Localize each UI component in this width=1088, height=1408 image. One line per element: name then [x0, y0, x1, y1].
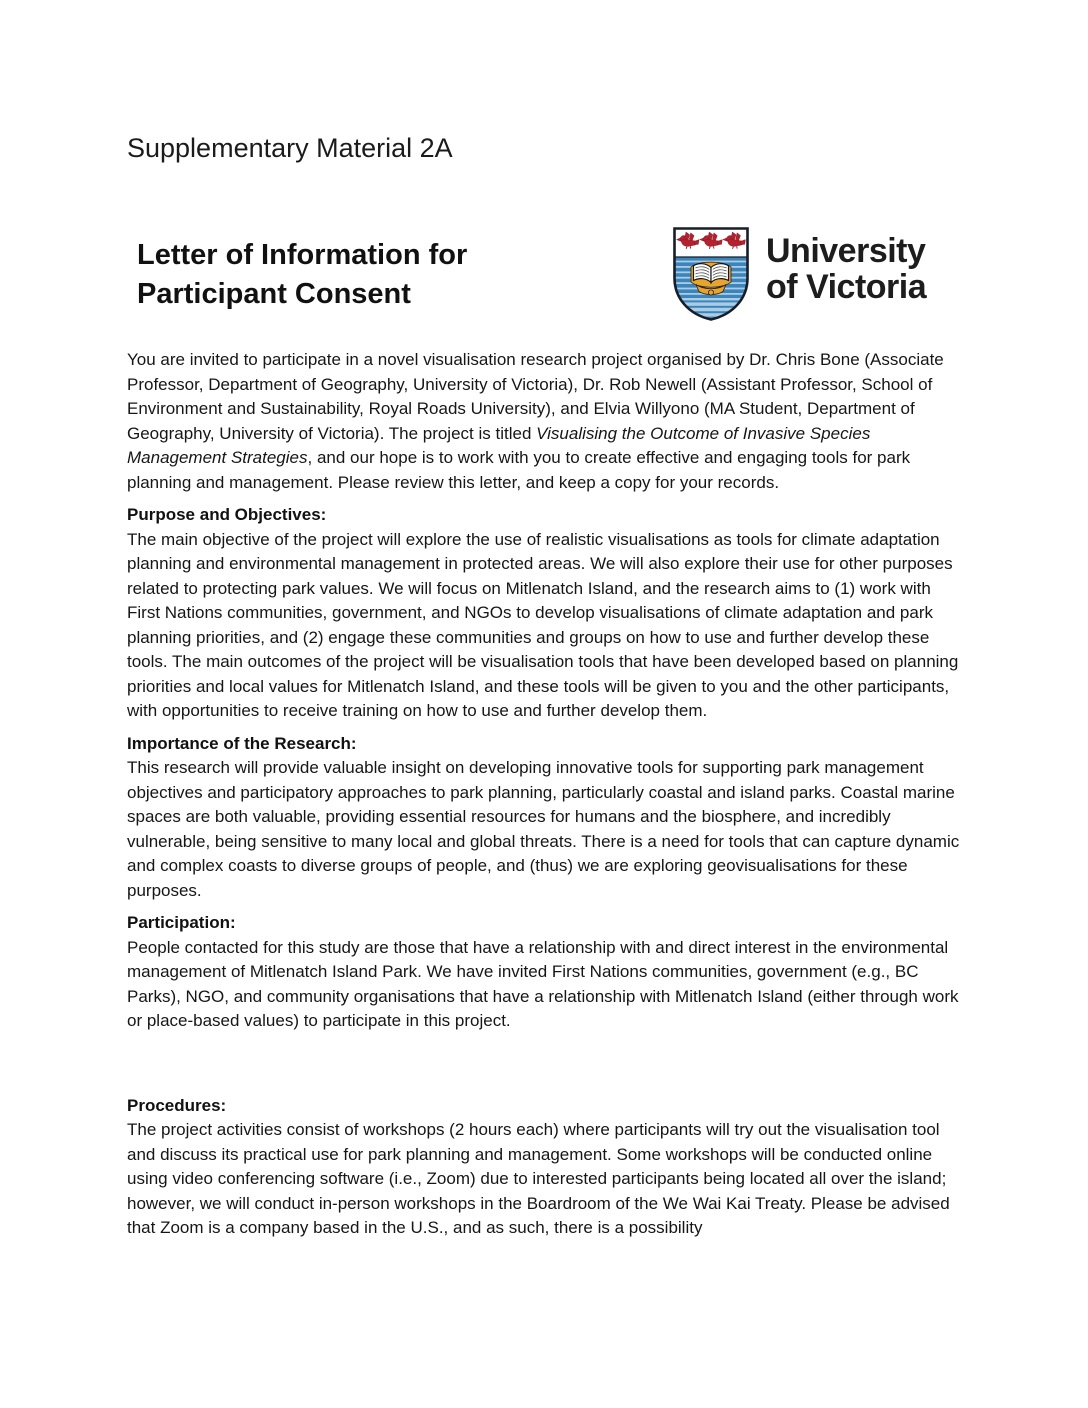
section-body: This research will provide valuable insight on developing innovative tools for supporting park management objectives and participatory approaches to park planning, particularly coastal and island parks. Coastal marine spaces are both valuable, providing essential resources for humans and the biosphere, and incredibly vulnerable, being sensitive to many local and global threats. There is a need for tools that can capture dynamic and complex coasts to diverse groups of people, and (thus) we are exploring geovisualisations for these purposes. [127, 758, 960, 900]
section-body: The project activities consist of workshops (2 hours each) where participants will try out the visualisation tool and discuss its practical use for park planning and management. Some workshops will be conducted online using video conferencing software (i.e., Zoom) due to interested participants being located all over the island; however, we will conduct in-person workshops in the Boardroom of the We Wai Kai Treaty. Please be advised that Zoom is a company based in the U.S., and as such, there is a possibility [127, 1120, 950, 1237]
section-body: People contacted for this study are those that have a relationship with and direct interest in the environmental management of Mitlenatch Island Park. We have invited First Nations communities, government (e.g., BC Parks), NGO, and community organisations that have a relationship with Mitlenatch Island (either through work or place-based values) to participate in this project. [127, 937, 959, 1030]
section-participation [127, 911, 960, 1034]
intro-text-before: You are invited to participate in a novel visualisation research project organised by Dr. Chris Bone (Associate Professor, Department of Geography, University of Victoria), Dr. Rob Newell (Assistant Professor, School of Environment and Sustainability, Royal Roads University), and Elvia Willyono (MA Student, Department of Geography, University of Victoria). The project is titled [127, 350, 944, 443]
uvic-wordmark [766, 226, 926, 305]
section-procedures [127, 1094, 960, 1241]
section-heading: Importance of the Research: [127, 733, 357, 753]
document-title [127, 226, 672, 314]
document-title-line1: Letter of Information for [137, 239, 468, 271]
intro-text-after: , and our hope is to work with you to create effective and engaging tools for park planning and management. Please review this letter, and keep a copy for your records. [127, 448, 911, 492]
section-body: The main objective of the project will explore the use of realistic visualisations as tools for climate adaptation planning and environmental management in protected areas. We will also explore their use for other purposes related to protecting park values. We will focus on Mitlenatch Island, and the research aims to (1) work with First Nations communities, government, and NGOs to develop visualisations of climate adaptation and park planning priorities, and (2) engage these communities and groups on how to use and further develop these tools. The main outcomes of the project will be visualisation tools that have been developed based on planning priorities and local values for Mitlenatch Island, and these tools will be given to you and the other participants, with opportunities to receive training on how to use and further develop them. [127, 529, 959, 720]
project-title-italic: Visualising the Outcome of Invasive Species Management Strategies [127, 423, 871, 467]
section-heading: Participation: [127, 913, 236, 932]
section-heading: Procedures: [127, 1095, 227, 1115]
document-header [127, 226, 960, 322]
section-heading: Purpose and Objectives: [127, 505, 327, 524]
uvic-logo [672, 226, 926, 322]
uvic-crest-icon [672, 226, 750, 322]
uvic-wordmark-line1: University [766, 232, 926, 270]
document-title-line2: Participant Consent [137, 278, 411, 310]
supplementary-label: Supplementary Material 2A [127, 133, 453, 163]
crest-martlets [677, 232, 746, 249]
uvic-wordmark-line2: of Victoria [766, 268, 927, 306]
intro-paragraph [127, 348, 960, 495]
section-importance-of-research [127, 732, 960, 904]
section-purpose-and-objectives [127, 503, 960, 724]
